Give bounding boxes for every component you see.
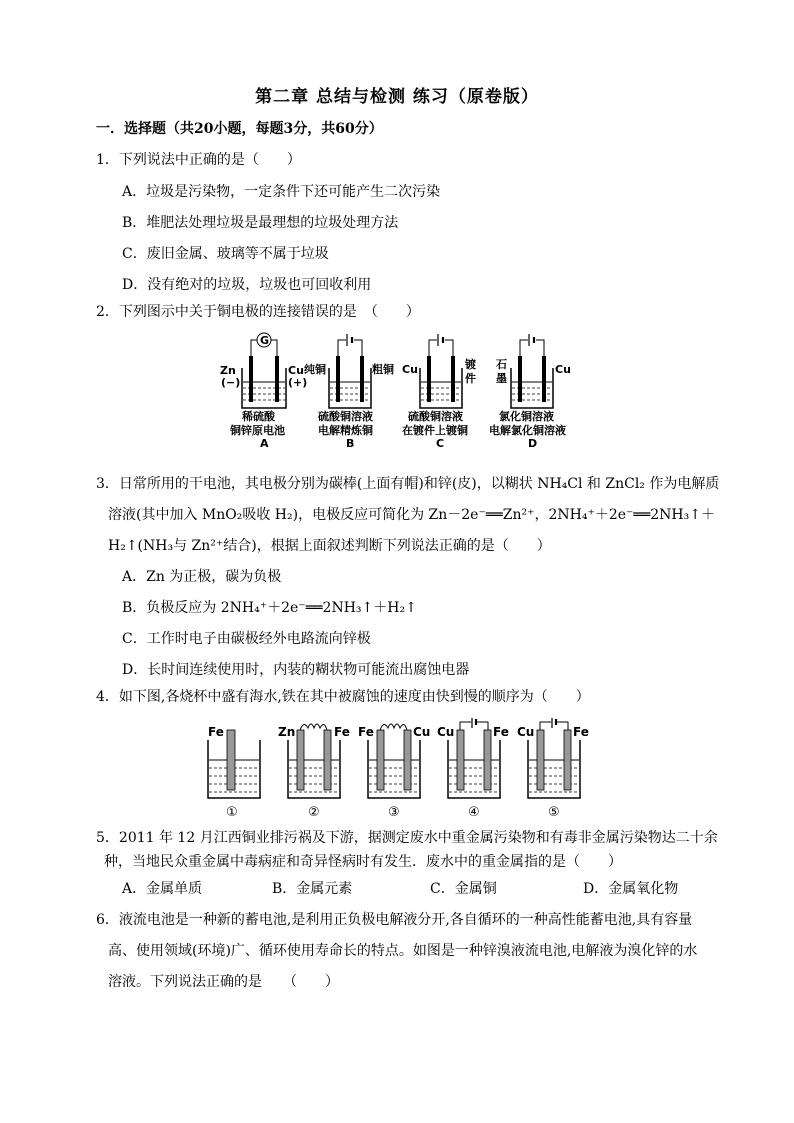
q3-option-c: C．工作时电子由碳极经外电路流向锌极	[122, 631, 371, 647]
q1-option-c: C．废旧金属、玻璃等不属于垃圾	[122, 246, 329, 262]
q2c-left-label: Cu	[402, 363, 418, 376]
q2-electrode-figure	[212, 328, 592, 450]
q4-b2-right-label: Fe	[334, 725, 350, 739]
q2b-right-label: 粗铜	[372, 363, 394, 376]
q2d-caption-2: 电解氯化铜溶液	[489, 424, 566, 437]
q4-beaker-2	[278, 724, 350, 820]
q3-option-a: A．Zn 为正极，碳为负极	[122, 569, 282, 585]
q2a-caption-2: 铜锌原电池	[230, 424, 285, 437]
q4-b2-left-label: Zn	[278, 725, 296, 739]
q4-b4-left-label: Cu	[437, 725, 455, 739]
q3-option-d: D．长时间连续使用时，内装的糊状物可能流出腐蚀电器	[122, 662, 470, 678]
q2a-left-label: Zn	[220, 364, 236, 377]
q2c-right-label-1: 镀	[465, 358, 476, 371]
q2a-left-sign: (−)	[221, 376, 241, 389]
q6-stem-line-2: 高、使用领域(环境)广、循环使用寿命长的特点。如图是一种锌溴液流电池,电解液为溴化锌的水	[108, 943, 698, 959]
q4-beaker-3	[358, 724, 430, 820]
q4-corrosion-figure	[200, 718, 600, 822]
q2a-caption-1: 稀硫酸	[242, 410, 275, 423]
q3-stem-line-2: 溶液(其中加入 MnO₂吸收 H₂)，电极反应可简化为 Zn－2e⁻══Zn²⁺，2NH₄⁺＋2e⁻══2NH₃↑＋	[108, 507, 715, 523]
q2-beaker-a	[220, 333, 307, 450]
q2d-caption-1: 氯化铜溶液	[499, 410, 554, 423]
q3-stem-line-1: 3．日常所用的干电池，其电极分别为碳棒(上面有帽)和锌(皮)，以糊状 NH₄Cl 和 ZnCl₂ 作为电解质	[96, 476, 720, 492]
q2b-caption-1: 硫酸铜溶液	[318, 410, 373, 423]
q2d-left-label-2: 墨	[496, 372, 507, 385]
q2b-caption-2: 电解精炼铜	[318, 424, 373, 437]
q4-b1-label: Fe	[208, 725, 224, 739]
q2d-left-label-1: 石	[496, 358, 507, 371]
q4-b5-number: ⑤	[548, 805, 560, 820]
q6-stem-line-3: 溶液。下列说法正确的是 （ ）	[108, 974, 339, 990]
q4-stem: 4．如下图,各烧杯中盛有海水,铁在其中被腐蚀的速度由快到慢的顺序为（ ）	[96, 689, 590, 705]
q5-option-b: B．金属元素	[272, 881, 353, 897]
q2-beaker-c	[402, 334, 476, 450]
q4-b4-number: ④	[468, 805, 480, 820]
q5-option-c: C．金属铜	[430, 881, 497, 897]
q1-option-d: D．没有绝对的垃圾，垃圾也可回收利用	[122, 277, 372, 293]
q1-stem: 1．下列说法中正确的是（ ）	[96, 152, 301, 168]
q4-b2-number: ②	[308, 805, 320, 820]
q2a-letter: A	[260, 437, 269, 450]
q4-beaker-5	[517, 718, 589, 820]
q2-beaker-b	[304, 334, 394, 450]
section-heading: 一．选择题（共20小题，每题3分，共60分）	[96, 121, 383, 137]
q2-stem: 2．下列图示中关于铜电极的连接错误的是 （ ）	[96, 304, 420, 320]
q5-option-a: A．金属单质	[122, 881, 203, 897]
q5-stem-line-2: 种，当地民众重金属中毒病症和奇异怪病时有发生．废水中的重金属指的是（ ）	[104, 854, 622, 870]
galvanometer-label: G	[260, 334, 270, 347]
q3-stem-line-3: H₂↑(NH₃与 Zn²⁺结合)，根据上面叙述判断下列说法正确的是（ ）	[108, 538, 551, 554]
page-title: 第二章 总结与检测 练习（原卷版）	[255, 87, 539, 107]
q2d-right-label: Cu	[555, 363, 571, 376]
q2-beaker-d	[489, 334, 571, 450]
q2b-letter: B	[346, 437, 355, 450]
q4-beaker-1	[208, 725, 260, 820]
q4-b3-left-label: Fe	[358, 725, 374, 739]
q4-b4-right-label: Fe	[493, 725, 509, 739]
q6-stem-line-1: 6．液流电池是一种新的蓄电池,是利用正负极电解液分开,各自循环的一种高性能蓄电池,具有容量	[96, 912, 693, 928]
q4-b1-number: ①	[226, 805, 238, 820]
q5-stem-line-1: 5．2011 年 12 月江西铜业排污祸及下游，据测定废水中重金属污染物和有毒非金属污染物达二十余	[96, 830, 718, 846]
q2c-letter: C	[436, 437, 445, 450]
q5-option-d: D．金属氧化物	[583, 881, 679, 897]
q4-b3-number: ③	[388, 805, 400, 820]
q2a-right-sign: (+)	[288, 376, 308, 389]
q4-b5-left-label: Cu	[517, 725, 535, 739]
q1-option-b: B．堆肥法处理垃圾是最理想的垃圾处理方法	[122, 215, 399, 231]
q2c-caption-1: 硫酸铜溶液	[408, 410, 463, 423]
q2b-left-label: 纯铜	[304, 363, 326, 376]
q1-option-a: A．垃圾是污染物，一定条件下还可能产生二次污染	[122, 184, 441, 200]
q2c-right-label-2: 件	[465, 372, 476, 385]
q3-option-b: B．负极反应为 2NH₄⁺＋2e⁻══2NH₃↑＋H₂↑	[122, 600, 417, 616]
q2d-letter: D	[528, 437, 538, 450]
q2a-right-label: Cu	[288, 364, 304, 377]
q2c-caption-2: 在镀件上镀铜	[402, 424, 468, 437]
q4-beaker-4	[437, 718, 509, 820]
q4-b3-right-label: Cu	[413, 725, 431, 739]
q4-b5-right-label: Fe	[573, 725, 589, 739]
